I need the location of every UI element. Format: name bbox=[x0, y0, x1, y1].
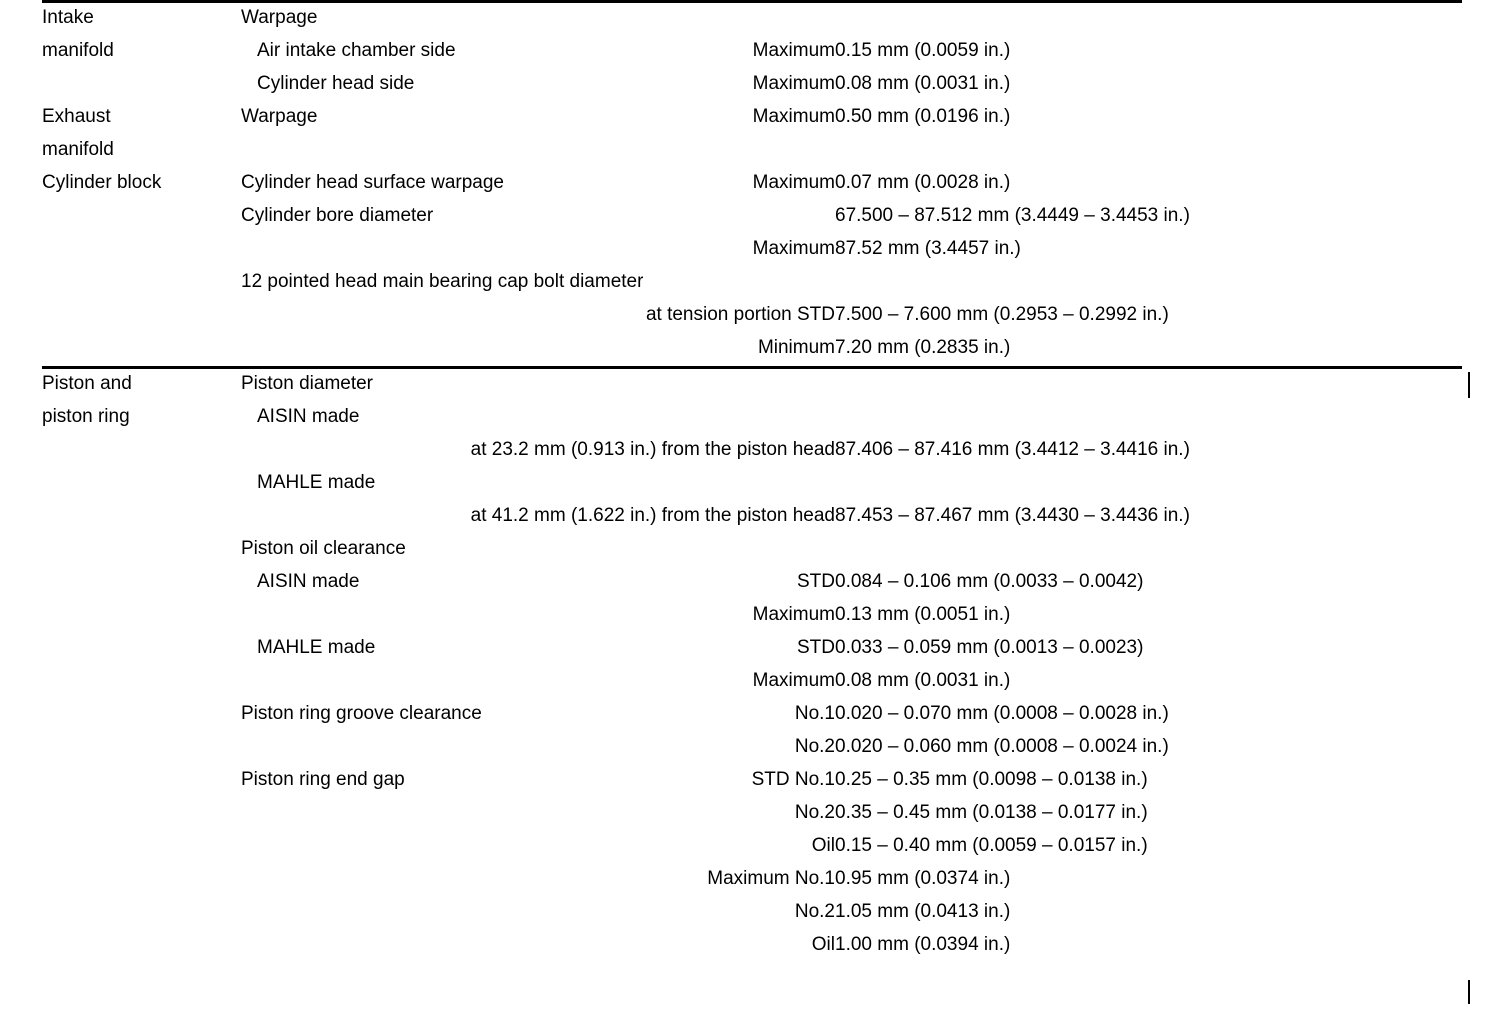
description-qualifier: Oil bbox=[811, 835, 835, 856]
description-line-blank bbox=[241, 135, 835, 168]
value-line: 0.50 mm (0.0196 in.) bbox=[835, 106, 1011, 127]
description-text: AISIN made bbox=[257, 406, 360, 427]
description-line bbox=[241, 69, 835, 102]
description-line bbox=[241, 666, 835, 699]
description-line bbox=[241, 333, 835, 366]
description-line bbox=[241, 300, 835, 333]
description-text: Warpage bbox=[241, 7, 318, 28]
description-qualifier: No.2 bbox=[794, 901, 835, 922]
description-text: MAHLE made bbox=[257, 472, 376, 493]
description-qualifier: at 23.2 mm (0.913 in.) from the piston head bbox=[470, 439, 835, 460]
table-body bbox=[42, 3, 1462, 963]
value-line: 0.95 mm (0.0374 in.) bbox=[835, 868, 1011, 889]
description-text: Cylinder head surface warpage bbox=[241, 172, 504, 193]
description-line bbox=[241, 831, 835, 864]
description-line bbox=[241, 402, 835, 435]
description-text: AISIN made bbox=[257, 571, 360, 592]
description-line bbox=[241, 369, 835, 402]
row-item-cell bbox=[42, 102, 241, 168]
row-description-cell bbox=[241, 168, 835, 368]
description-line bbox=[241, 864, 835, 897]
row-description-cell bbox=[241, 102, 835, 168]
row-item-line: Piston and bbox=[42, 373, 132, 394]
description-qualifier: Maximum bbox=[752, 238, 835, 259]
description-qualifier: Maximum bbox=[752, 106, 835, 127]
value-line bbox=[835, 402, 1462, 435]
description-qualifier: at 41.2 mm (1.622 in.) from the piston head bbox=[470, 505, 835, 526]
description-text: MAHLE made bbox=[257, 637, 376, 658]
scan-tick-mark bbox=[1468, 372, 1470, 398]
value-line bbox=[835, 369, 1462, 402]
description-line bbox=[241, 36, 835, 69]
description-line bbox=[241, 3, 835, 36]
description-text: Piston ring groove clearance bbox=[241, 703, 482, 724]
description-qualifier: Maximum bbox=[752, 172, 835, 193]
description-qualifier: STD bbox=[797, 637, 835, 658]
value-line bbox=[835, 468, 1462, 501]
description-qualifier: Minimum bbox=[757, 337, 835, 358]
row-item-cell bbox=[42, 168, 241, 368]
value-line: 1.00 mm (0.0394 in.) bbox=[835, 934, 1011, 955]
description-qualifier: Maximum bbox=[752, 604, 835, 625]
description-line bbox=[241, 699, 835, 732]
description-line bbox=[241, 600, 835, 633]
value-line: 0.25 – 0.35 mm (0.0098 – 0.0138 in.) bbox=[835, 769, 1148, 790]
description-qualifier: No.2 bbox=[794, 736, 835, 757]
description-qualifier: No.2 bbox=[794, 802, 835, 823]
row-item-cell bbox=[42, 3, 241, 102]
row-value-cell bbox=[835, 3, 1462, 102]
value-line: 7.20 mm (0.2835 in.) bbox=[835, 337, 1011, 358]
description-text: Piston diameter bbox=[241, 373, 374, 394]
description-qualifier: Maximum No.1 bbox=[707, 868, 835, 889]
description-qualifier: STD No.1 bbox=[751, 769, 835, 790]
value-line: 0.35 – 0.45 mm (0.0138 – 0.0177 in.) bbox=[835, 802, 1148, 823]
value-line: 0.13 mm (0.0051 in.) bbox=[835, 604, 1011, 625]
description-line bbox=[241, 930, 835, 963]
scan-tick-mark bbox=[1468, 980, 1470, 1004]
row-description-cell bbox=[241, 3, 835, 102]
value-line: 0.07 mm (0.0028 in.) bbox=[835, 172, 1011, 193]
description-qualifier: STD bbox=[797, 571, 835, 592]
table-row bbox=[42, 168, 1462, 368]
table-row bbox=[42, 368, 1462, 964]
description-qualifier: Maximum bbox=[752, 73, 835, 94]
description-line bbox=[241, 798, 835, 831]
description-text: Cylinder head side bbox=[257, 73, 415, 94]
description-line bbox=[241, 102, 835, 135]
value-line: 0.084 – 0.106 mm (0.0033 – 0.0042) bbox=[835, 571, 1144, 592]
description-qualifier: Oil bbox=[811, 934, 835, 955]
value-line: 7.500 – 7.600 mm (0.2953 – 0.2992 in.) bbox=[835, 304, 1169, 325]
description-line bbox=[241, 201, 835, 234]
value-line bbox=[835, 135, 1462, 168]
value-line: 0.033 – 0.059 mm (0.0013 – 0.0023) bbox=[835, 637, 1144, 658]
value-line: 87.453 – 87.467 mm (3.4430 – 3.4436 in.) bbox=[835, 505, 1190, 526]
description-line bbox=[241, 267, 835, 300]
description-text: 12 pointed head main bearing cap bolt diameter bbox=[241, 271, 644, 292]
value-line: 0.020 – 0.070 mm (0.0008 – 0.0028 in.) bbox=[835, 703, 1169, 724]
description-line bbox=[241, 732, 835, 765]
row-item-line: Cylinder block bbox=[42, 172, 162, 193]
description-qualifier: Maximum bbox=[752, 670, 835, 691]
row-value-cell bbox=[835, 102, 1462, 168]
value-line: 0.15 mm (0.0059 in.) bbox=[835, 40, 1011, 61]
description-line bbox=[241, 633, 835, 666]
value-line: 0.08 mm (0.0031 in.) bbox=[835, 670, 1011, 691]
description-text: Cylinder bore diameter bbox=[241, 205, 434, 226]
description-line bbox=[241, 435, 835, 468]
description-text: Piston ring end gap bbox=[241, 769, 405, 790]
description-line bbox=[241, 765, 835, 798]
value-line: 87.406 – 87.416 mm (3.4412 – 3.4416 in.) bbox=[835, 439, 1190, 460]
row-item-cell bbox=[42, 368, 241, 964]
row-item-line: Exhaust bbox=[42, 106, 111, 127]
description-text: Air intake chamber side bbox=[257, 40, 456, 61]
value-line: 67.500 – 87.512 mm (3.4449 – 3.4453 in.) bbox=[835, 205, 1190, 226]
value-line: 0.08 mm (0.0031 in.) bbox=[835, 73, 1011, 94]
row-value-cell bbox=[835, 168, 1462, 368]
specifications-table bbox=[42, 3, 1462, 963]
value-line bbox=[835, 534, 1462, 567]
description-text: Warpage bbox=[241, 106, 318, 127]
row-value-cell bbox=[835, 368, 1462, 964]
description-qualifier: No.1 bbox=[794, 703, 835, 724]
table-row bbox=[42, 3, 1462, 102]
description-line bbox=[241, 897, 835, 930]
description-line bbox=[241, 468, 835, 501]
description-text: Piston oil clearance bbox=[241, 538, 406, 559]
description-line bbox=[241, 168, 835, 201]
description-line bbox=[241, 234, 835, 267]
value-line bbox=[835, 267, 1462, 300]
description-line bbox=[241, 567, 835, 600]
value-line: 0.020 – 0.060 mm (0.0008 – 0.0024 in.) bbox=[835, 736, 1169, 757]
description-line bbox=[241, 501, 835, 534]
row-item-line: manifold bbox=[42, 139, 114, 160]
value-line: 87.52 mm (3.4457 in.) bbox=[835, 238, 1021, 259]
value-line: 0.15 – 0.40 mm (0.0059 – 0.0157 in.) bbox=[835, 835, 1148, 856]
row-item-line: Intake bbox=[42, 7, 94, 28]
table-row bbox=[42, 102, 1462, 168]
description-qualifier: Maximum bbox=[752, 40, 835, 61]
row-item-line: manifold bbox=[42, 40, 114, 61]
row-item-line: piston ring bbox=[42, 406, 130, 427]
value-line bbox=[835, 3, 1462, 36]
description-line bbox=[241, 534, 835, 567]
description-qualifier: at tension portion STD bbox=[645, 304, 835, 325]
value-line: 1.05 mm (0.0413 in.) bbox=[835, 901, 1011, 922]
row-description-cell bbox=[241, 368, 835, 964]
